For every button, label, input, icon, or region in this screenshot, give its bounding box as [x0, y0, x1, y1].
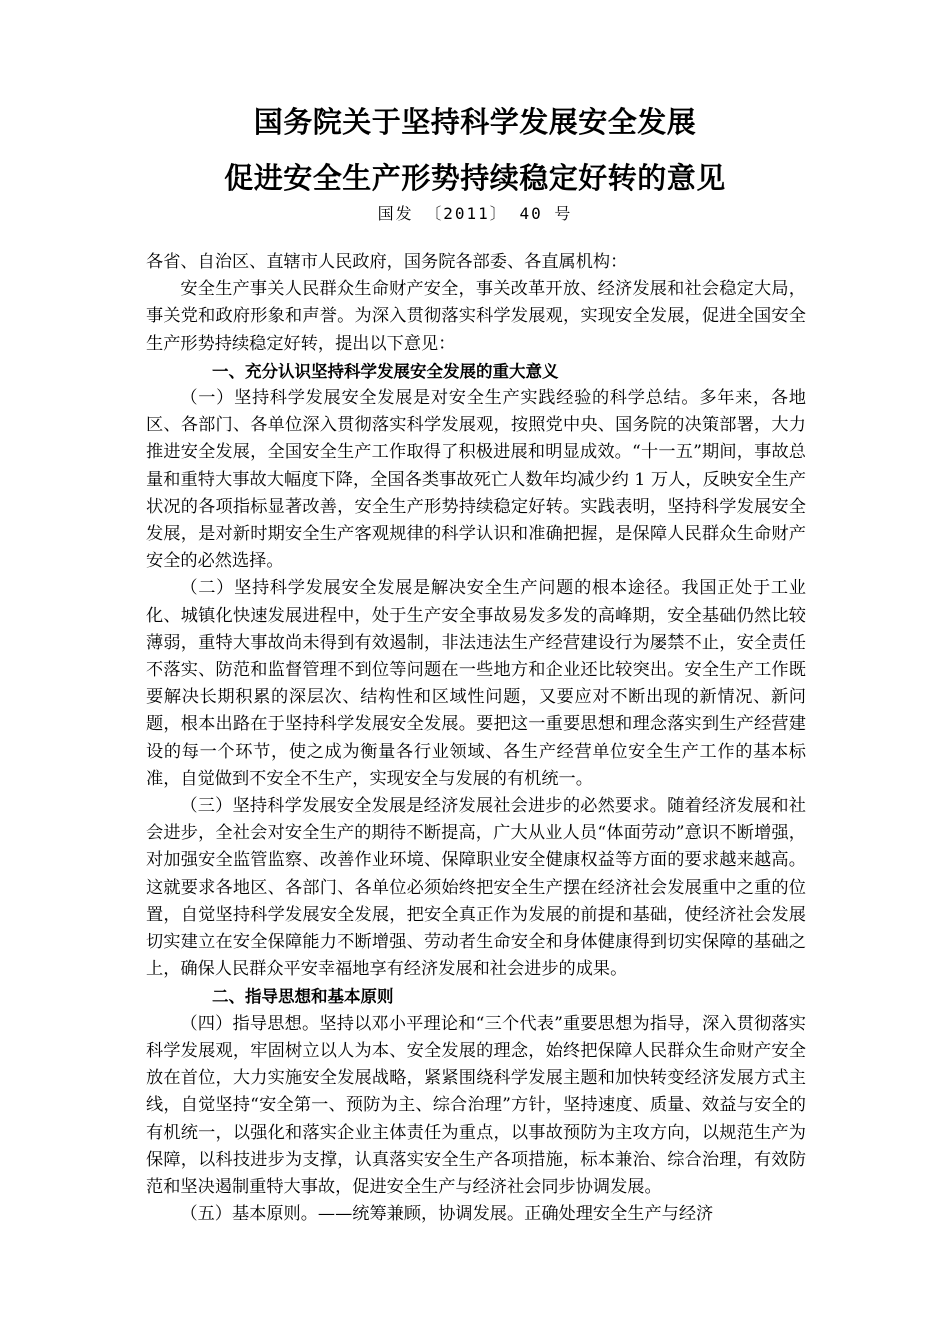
- document-body: [146, 249, 806, 1228]
- document-title-line-2: 促进安全生产形势持续稳定好转的意见: [224, 161, 726, 195]
- paragraph-3: （三）坚持科学发展安全发展是经济发展社会进步的必然要求。随着经济发展和社会进步，全社会对安全生产的期待不断提高，广大从业人员“体面劳动”意识不断增强，对加强安全监管监察、改善作业环境、保障职业安全健康权益等方面的要求越来越高。这就要求各地区、各部门、各单位必须始终把安全生产摆在经济社会发展重中之重的位置，自觉坚持科学发展安全发展，把安全真正作为发展的前提和基础，使经济社会发展切实建立在安全保障能力不断增强、劳动者生命安全和身体健康得到切实保障的基础之上，确保人民群众平安幸福地享有经济发展和社会进步的成果。: [146, 796, 806, 980]
- intro-paragraph: 安全生产事关人民群众生命财产安全，事关改革开放、经济发展和社会稳定大局，事关党和政府形象和声誉。为深入贯彻落实科学发展观，实现安全发展，促进全国安全生产形势持续稳定好转，提出以下意见：: [146, 279, 806, 354]
- salutation: 各省、自治区、直辖市人民政府，国务院各部委、各直属机构：: [146, 252, 628, 272]
- document-title-line-1: 国务院关于坚持科学发展安全发展: [253, 105, 697, 139]
- paragraph-5: （五）基本原则。——统筹兼顾，协调发展。正确处理安全生产与经济: [180, 1204, 714, 1225]
- paragraph-2: （二）坚持科学发展安全发展是解决安全生产问题的根本途径。我国正处于工业化、城镇化快速发展进程中，处于生产安全事故易发多发的高峰期，安全基础仍然比较薄弱，重特大事故尚未得到有效遏制，非法违法生产经营建设行为屡禁不止，安全责任不落实、防范和监督管理不到位等问题在一些地方和企业还比较突出。安全生产工作既要解决长期积累的深层次、结构性和区域性问题，又要应对不断出现的新情况、新问题，根本出路在于坚持科学发展安全发展。要把这一重要思想和理念落实到生产经营建设的每一个环节，使之成为衡量各行业领域、各生产经营单位安全生产工作的基本标准，自觉做到不安全不生产，实现安全与发展的有机统一。: [146, 578, 806, 789]
- document-number: 国发 〔2011〕 40 号: [377, 204, 573, 223]
- paragraph-1: （一）坚持科学发展安全发展是对安全生产实践经验的科学总结。多年来，各地区、各部门、各单位深入贯彻落实科学发展观，按照党中央、国务院的决策部署，大力推进安全发展，全国安全生产工作取得了积极进展和明显成效。“十一五”期间，事故总量和重特大事故大幅度下降，全国各类事故死亡人数年均减少约 1 万人，反映安全生产状况的各项指标显著改善，安全生产形势持续稳定好转。实践表明，坚持科学发展安全发展，是对新时期安全生产客观规律的科学认识和准确把握，是保障人民群众生命财产安全的必然选择。: [146, 388, 806, 572]
- section-heading-1: 一、充分认识坚持科学发展安全发展的重大意义: [212, 361, 559, 381]
- section-heading-2: 二、指导思想和基本原则: [212, 987, 394, 1007]
- title-block: [0, 105, 950, 224]
- paragraph-4: （四）指导思想。坚持以邓小平理论和“三个代表”重要思想为指导，深入贯彻落实科学发展观，牢固树立以人为本、安全发展的理念，始终把保障人民群众生命财产安全放在首位，大力实施安全发展战略，紧紧围绕科学发展主题和加快转变经济发展方式主线，自觉坚持“安全第一、预防为主、综合治理”方针，坚持速度、质量、效益与安全的有机统一，以强化和落实企业主体责任为重点，以事故预防为主攻方向，以规范生产为保障，以科技进步为支撑，认真落实安全生产各项措施，标本兼治、综合治理，有效防范和坚决遏制重特大事故，促进安全生产与经济社会同步协调发展。: [146, 1013, 806, 1197]
